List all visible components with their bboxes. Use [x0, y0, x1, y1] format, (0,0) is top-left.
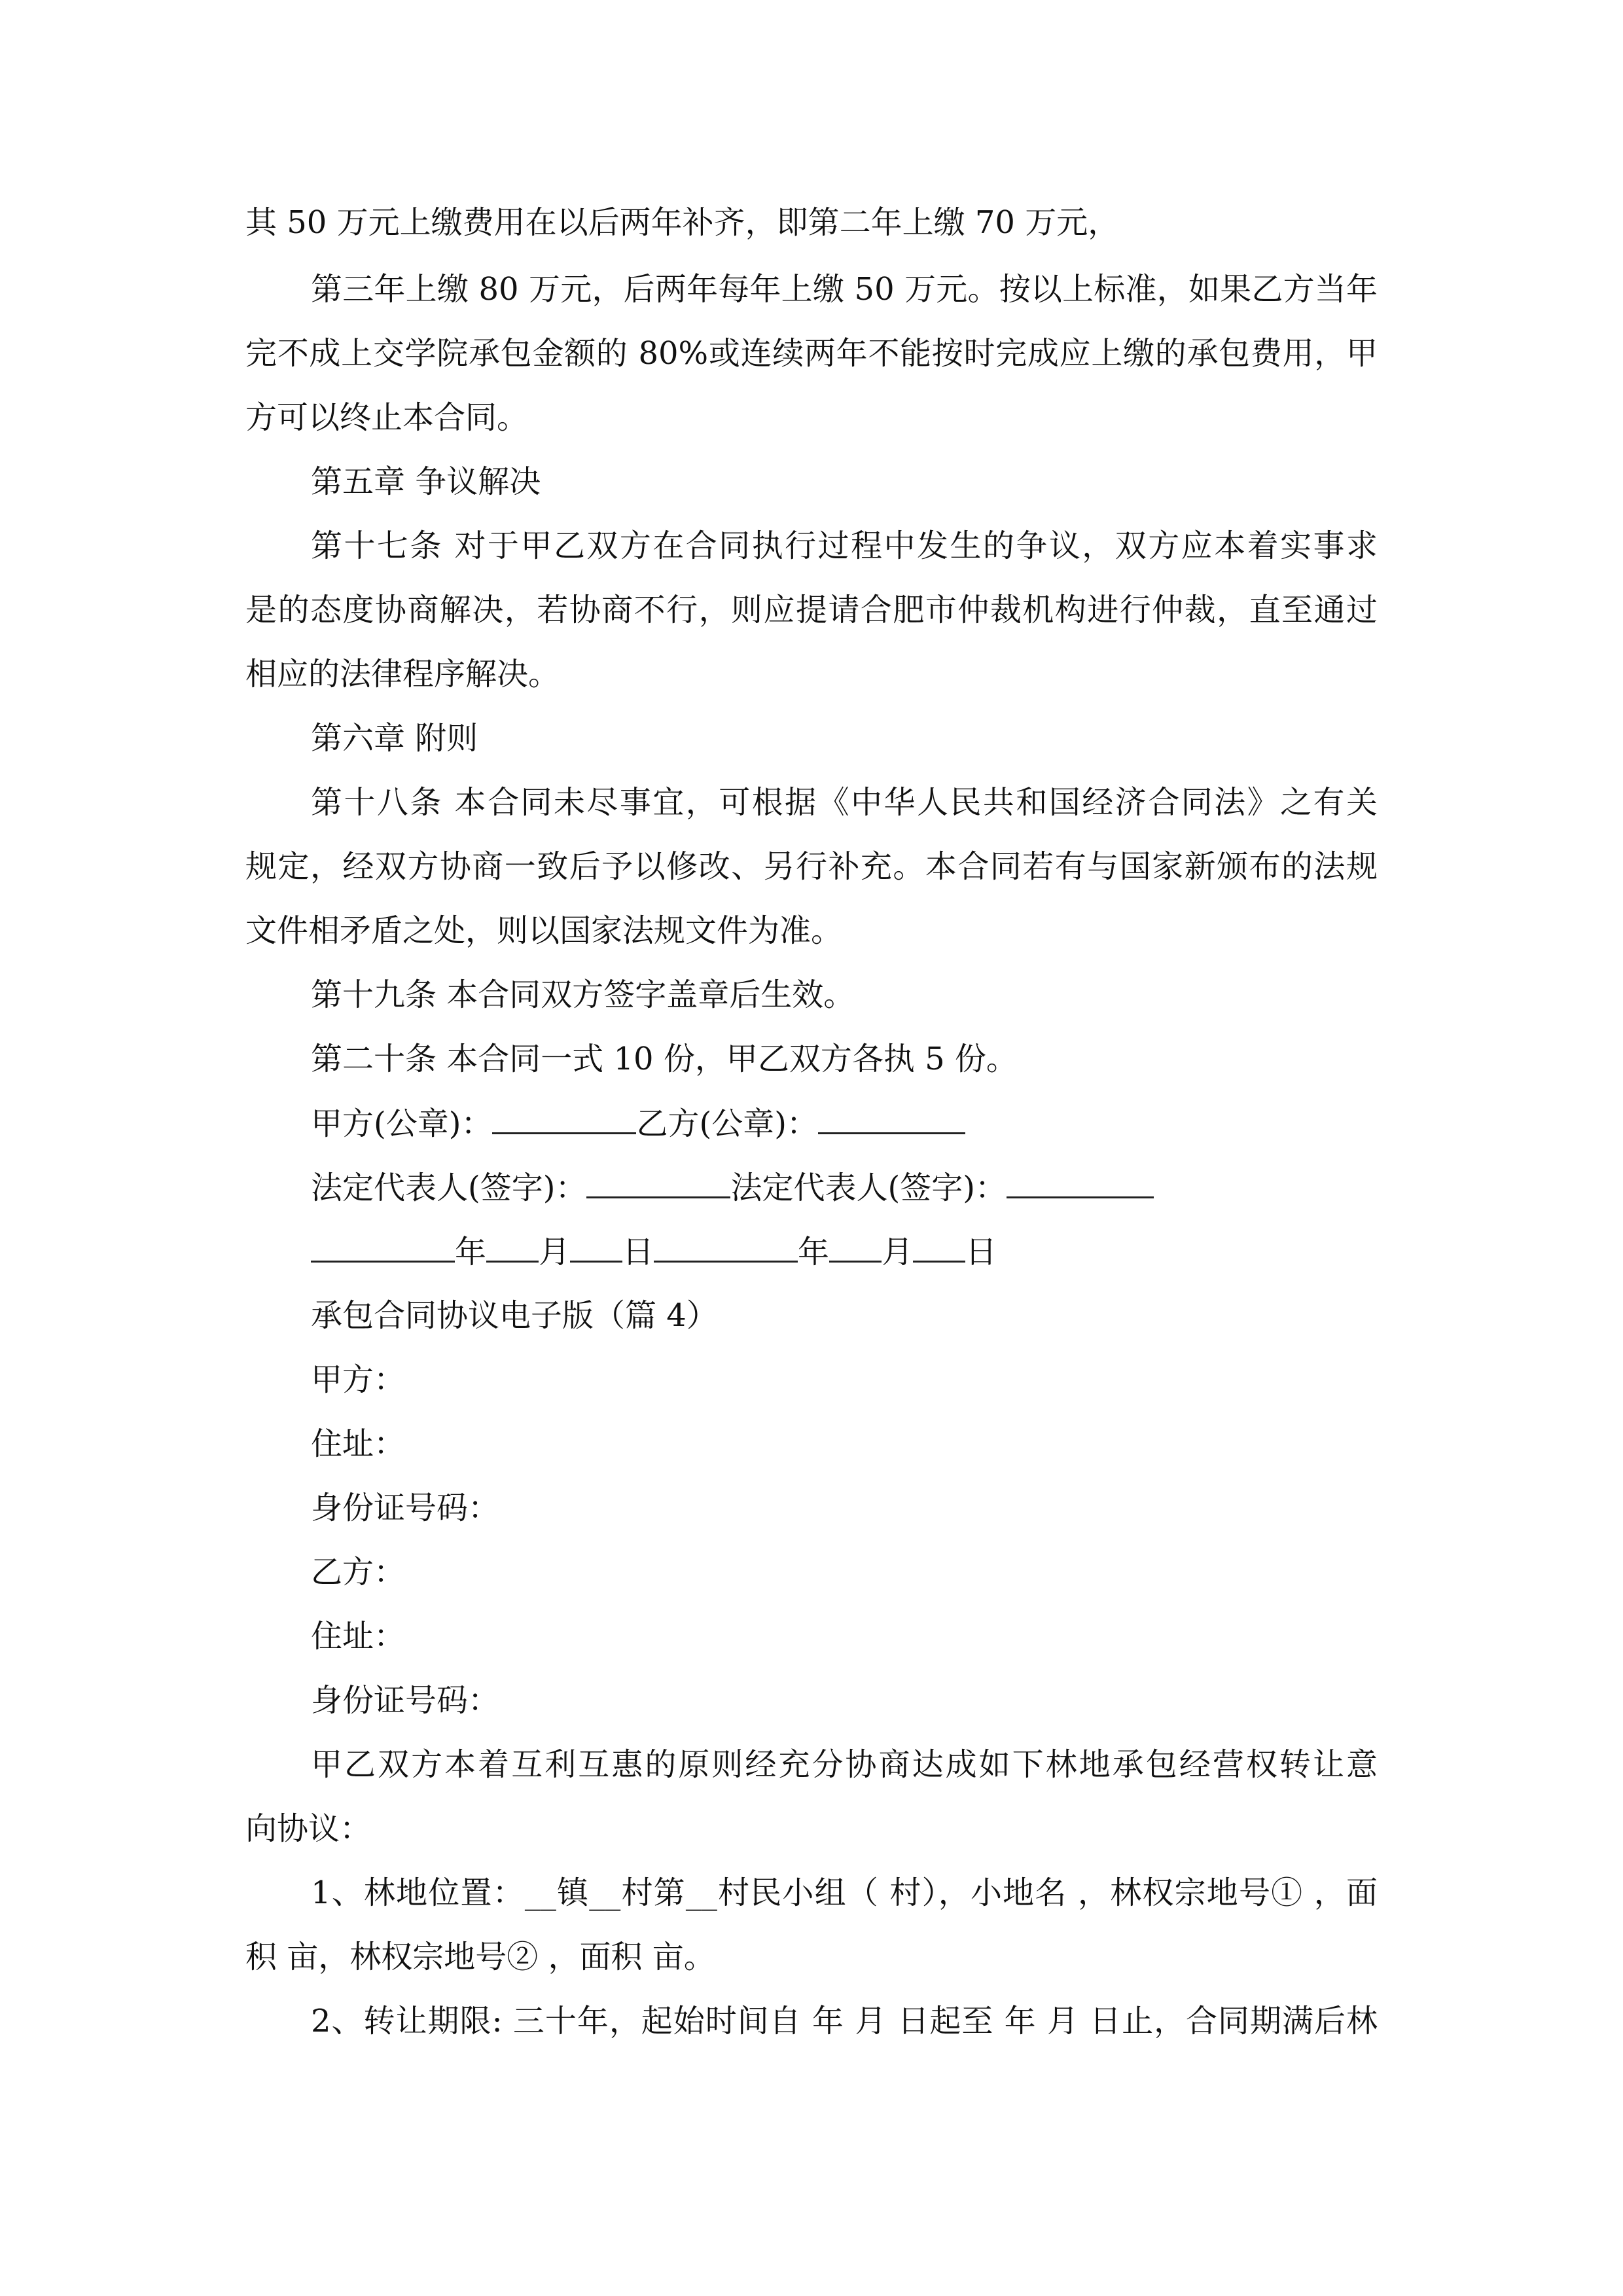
party-field: 住址： — [311, 1618, 406, 1655]
paragraph-line: 积 亩，林权宗地号② ，面积 亩。 — [245, 1939, 715, 1975]
paragraph-line: 1、林地位置：__镇__村第__村民小组（ 村），小地名 ，林权宗地号① ，面 — [311, 1874, 1378, 1911]
date-blank — [913, 1232, 965, 1263]
party-field: 身份证号码： — [311, 1490, 500, 1526]
paragraph-line: 是的态度协商解决，若协商不行，则应提请合肥市仲裁机构进行仲裁，直至通过 — [245, 592, 1378, 628]
party-a-seal-blank — [492, 1103, 636, 1134]
party-b-rep-blank — [1007, 1168, 1154, 1198]
chapter-heading: 第五章 争议解决 — [311, 463, 541, 500]
paragraph-line: 规定，经双方协商一致后予以修改、另行补充。本合同若有与国家新颁布的法规 — [245, 848, 1378, 885]
party-a-rep-blank — [586, 1168, 730, 1198]
party-a-seal-label: 甲方(公章)： — [311, 1105, 493, 1142]
signature-date-line — [311, 1232, 997, 1271]
paragraph-line: 其 50 万元上缴费用在以后两年补齐，即第二年上缴 70 万元， — [245, 204, 1120, 241]
paragraph-line: 向协议： — [245, 1810, 372, 1847]
paragraph-line: 第十八条 本合同未尽事宜，可根据《中华人民共和国经济合同法》之有关 — [311, 784, 1378, 821]
paragraph-line: 完不成上交学院承包金额的 80%或连续两年不能按时完成应上缴的承包费用，甲 — [245, 335, 1378, 372]
paragraph-line: 第十七条 对于甲乙双方在合同执行过程中发生的争议，双方应本着实事求 — [311, 528, 1378, 564]
section-title: 承包合同协议电子版（篇 4） — [311, 1297, 718, 1334]
paragraph-line: 2、转让期限: 三十年，起始时间自 年 月 日起至 年 月 日止，合同期满后林 — [311, 2003, 1378, 2039]
party-a-rep-label: 法定代表人(签字)： — [311, 1170, 587, 1206]
party-field: 身份证号码： — [311, 1682, 500, 1719]
day-label: 日 — [965, 1234, 997, 1270]
paragraph-line: 甲乙双方本着互利互惠的原则经充分协商达成如下林地承包经营权转让意 — [311, 1746, 1378, 1783]
year-label: 年 — [455, 1234, 487, 1270]
paragraph-line: 第十九条 本合同双方签字盖章后生效。 — [311, 977, 855, 1013]
party-b-rep-label: 法定代表人(签字)： — [730, 1170, 1007, 1206]
chapter-heading: 第六章 附则 — [311, 720, 478, 757]
date-blank — [311, 1232, 455, 1263]
paragraph-line: 第三年上缴 80 万元，后两年每年上缴 50 万元。按以上标准，如果乙方当年 — [311, 271, 1378, 308]
date-blank — [486, 1232, 539, 1263]
date-blank — [654, 1232, 798, 1263]
year-label: 年 — [798, 1234, 830, 1270]
signature-seal-line — [311, 1103, 965, 1143]
month-label: 月 — [539, 1234, 571, 1270]
paragraph-line: 第二十条 本合同一式 10 份，甲乙双方各执 5 份。 — [311, 1041, 1018, 1077]
party-field: 甲方： — [311, 1361, 406, 1398]
party-field: 乙方： — [311, 1554, 406, 1590]
paragraph-line: 相应的法律程序解决。 — [245, 656, 560, 692]
party-field: 住址： — [311, 1426, 406, 1462]
paragraph-line: 文件相矛盾之处，则以国家法规文件为准。 — [245, 912, 843, 949]
date-blank — [829, 1232, 882, 1263]
month-label: 月 — [882, 1234, 914, 1270]
day-label: 日 — [622, 1234, 654, 1270]
party-b-seal-blank — [818, 1103, 965, 1134]
paragraph-line: 方可以终止本合同。 — [245, 399, 529, 436]
party-b-seal-label: 乙方(公章)： — [636, 1105, 818, 1142]
signature-rep-line — [311, 1168, 1154, 1207]
date-blank — [570, 1232, 622, 1263]
